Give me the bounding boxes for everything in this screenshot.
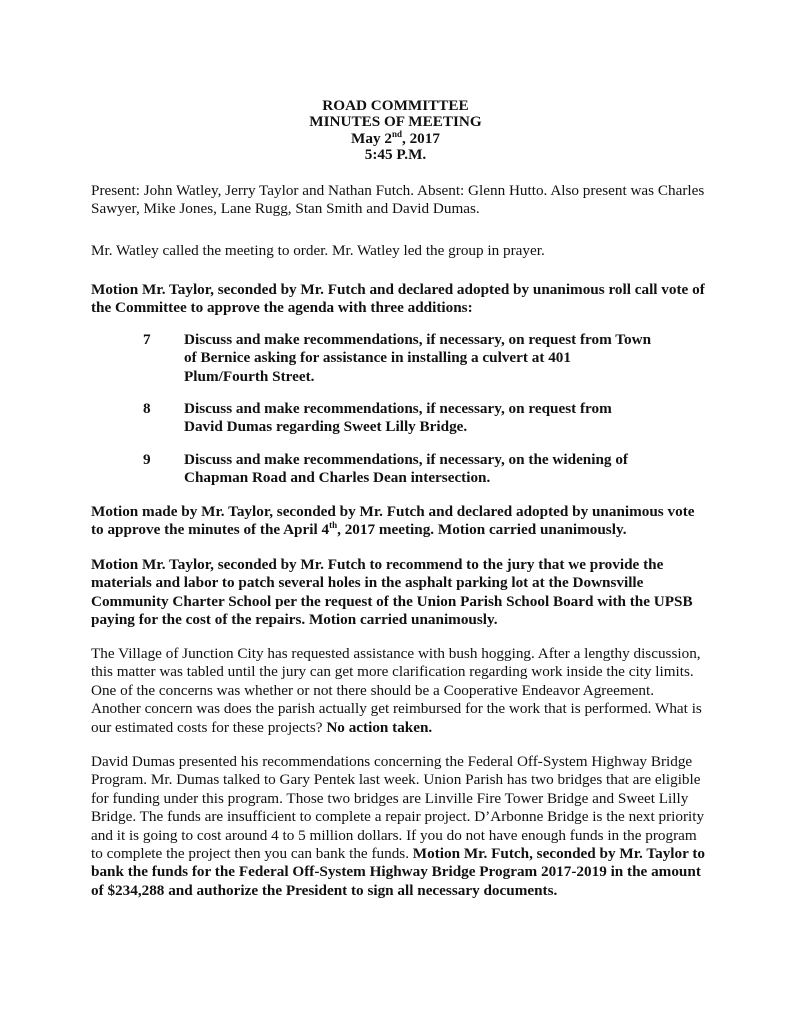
junction-city-action: No action taken. — [326, 718, 433, 736]
junction-city-paragraph — [91, 645, 706, 737]
document-subtitle: MINUTES OF MEETING — [309, 113, 482, 131]
document-title: ROAD COMMITTEE — [322, 97, 469, 114]
bridge-program-motion: Motion Mr. Futch, seconded by Mr. Taylor to bank the funds for the Federal Off-System Highway Bridge Program 2017-2019 in the amount of $234,288 and authorize the President to sign all necessary documents. — [91, 845, 706, 899]
school-repair-motion: Motion Mr. Taylor, seconded by Mr. Futch to recommend to the jury that we provide the materials and labor to patch several holes in the asphalt parking lot at the Downsville Community Charter School per the request of the Union Parish School Board with the UPSB paying for the cost of the repairs. Motion carried unanimously. — [91, 556, 693, 629]
meeting-time: 5:45 P.M. — [364, 146, 427, 164]
minutes-approval-motion: Motion made by Mr. Taylor, seconded by Mr. Futch and declared adopted by unanimous vote to approve the minutes of the April 4th, 2017 meeting. Motion carried unanimously. — [91, 503, 695, 539]
agenda-item-number: 7 — [143, 331, 151, 348]
attendance-paragraph: Present: John Watley, Jerry Taylor and Nathan Futch. Absent: Glenn Hutto. Also present was Charles Sawyer, Mike Jones, Lane Rugg, Stan Smith and David Dumas. — [91, 182, 705, 218]
junction-city-text: The Village of Junction City has requested assistance with bush hogging. After a lengthy discussion, this matter was tabled until the jury can get more clarification regarding work inside the city limits. One of the concerns was whether or not there should be a Cooperative Endeavor Agreement. Another concern was does the parish actually get reimbursed for the work that is performed. What is our estimated costs for these projects? — [91, 645, 702, 736]
meeting-date-suffix: nd — [391, 128, 402, 139]
document-header — [0, 98, 791, 164]
agenda-item-text: Discuss and make recommendations, if necessary, on the widening of Chapman Road and Charles Dean intersection. — [184, 451, 628, 487]
meeting-date — [0, 128, 791, 147]
agenda-item-number: 8 — [143, 400, 151, 417]
meeting-date-year: , 2017 — [401, 129, 440, 147]
meeting-date-main: May 2 — [351, 129, 392, 147]
bridge-program-text: David Dumas presented his recommendations concerning the Federal Off-System Highway Bridge Program. Mr. Dumas talked to Gary Pentek last week. Union Parish has two bridges that are eligible for funding under this program. Those two bridges are Linville Fire Tower Bridge and Sweet Lilly Bridge. The funds are insufficient to complete a repair project. D’Arbonne Bridge is the next priority and it is going to cost around 4 to 5 million dollars. If you do not have enough funds in the program to complete the project then you can bank the funds. — [91, 753, 705, 863]
agenda-item-text: Discuss and make recommendations, if necessary, on request from David Dumas regarding Sweet Lilly Bridge. — [184, 400, 612, 436]
bridge-program-paragraph — [91, 753, 706, 900]
agenda-motion-paragraph: Motion Mr. Taylor, seconded by Mr. Futch and declared adopted by unanimous roll call vote of the Committee to approve the agenda with three additions: — [91, 281, 705, 317]
call-to-order-paragraph: Mr. Watley called the meeting to order. Mr. Watley led the group in prayer. — [91, 242, 545, 259]
agenda-item-number: 9 — [143, 451, 151, 468]
agenda-item-text: Discuss and make recommendations, if necessary, on request from Town of Bernice asking for assistance in installing a culvert at 401 Plum/Fourth Street. — [184, 331, 652, 385]
